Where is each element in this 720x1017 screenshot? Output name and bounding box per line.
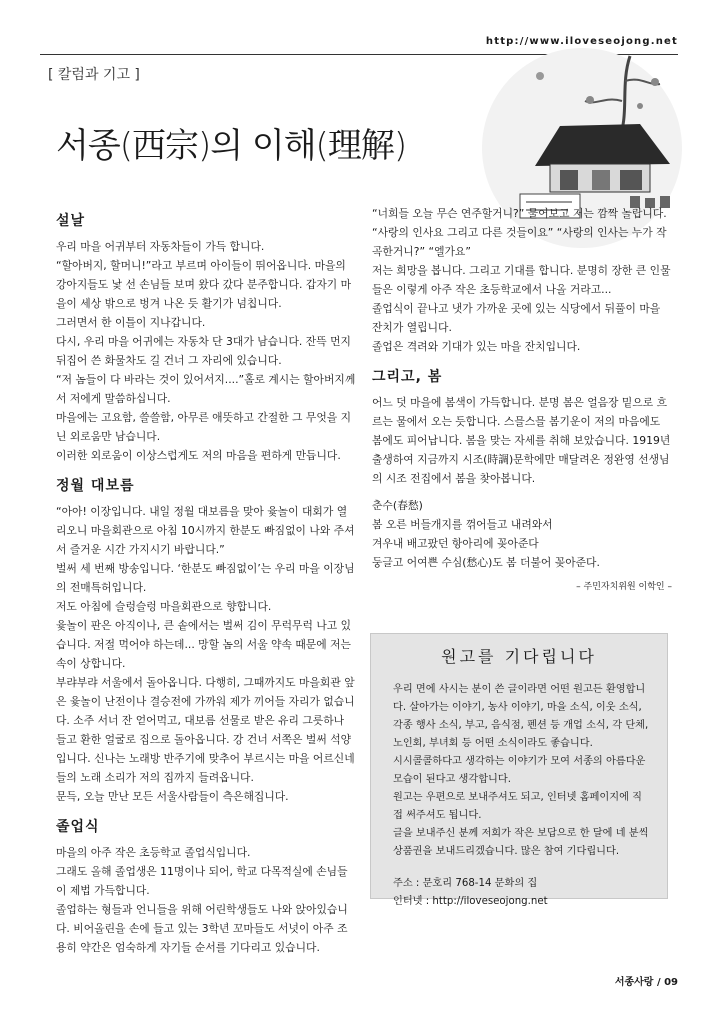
paragraph: “할아버지, 할머니!”라고 부르며 아이들이 뛰어옵니다. 마을의 강아지들도 낯 선 손님들 보며 왔다 갔다 분주합니다. 갑자기 마을이 세상 밖으로 벙겨 나온 듯 활기가 넘칩니다. <box>56 259 352 310</box>
right-column <box>372 204 672 609</box>
section-heading: 설날 <box>56 213 86 229</box>
section-graduation <box>56 818 356 957</box>
paragraph: 이러한 외로움이 이상스럽게도 저의 마음을 편하게 만듭니다. <box>56 449 341 462</box>
poem-line: 봄 오른 버들개지를 꺾어들고 내려와서 <box>372 518 553 531</box>
notice-paragraph: 글을 보내주신 분께 저희가 작은 보답으로 한 달에 네 분씩 상품권을 보내드리겠습니다. 많은 참여 기다립니다. <box>393 828 649 857</box>
paragraph: 어느 덧 마을에 봄색이 가득합니다. 분명 봄은 얼음장 밑으로 흐르는 물에서 오는 듯합니다. 스믈스믈 봄기운이 저의 마음에도 봄에도 피어납니다. 봄을 맞는 자세를 취해 보았습니다. 1919년 출생하여 지금까지 시조(時調)문학에만 매달려온 정완영 선생님의 시조 전집에서 봄을 찾아봅니다. <box>372 396 671 485</box>
page-footer: 서종사랑 / 09 <box>614 977 678 988</box>
paragraph: 졸업은 격려와 기대가 있는 마을 잔치입니다. <box>372 340 581 353</box>
section-spring <box>372 368 672 597</box>
paragraph: “저 놈들이 다 바라는 것이 있어서지....”홀로 계시는 할아버지께서 저에게 말씀하십니다. <box>56 373 356 405</box>
notice-body <box>371 667 667 911</box>
column-rubric: [ 칼럼과 기고 ] <box>48 67 140 83</box>
section-heading: 그리고, 봄 <box>372 369 443 385</box>
notice-paragraph: 시시콜콜하다고 생각하는 이야기가 모여 서종의 아름다운 모습이 된다고 생각합니다. <box>393 756 646 785</box>
poem-title: 춘수(春愁) <box>372 499 423 512</box>
paragraph: 마을의 아주 작은 초등학교 졸업식입니다. <box>56 846 251 859</box>
paragraph: 졸업하는 형들과 언니들을 위해 어린학생들도 나와 앉아있습니다. 비어올린을 손에 들고 있는 3학년 꼬마들도 서넛이 아주 조용히 약간은 엄숙하게 자기들 순서를 기다리고 있습니다. <box>56 903 348 954</box>
paragraph: 윷놀이 판은 아직이나, 큰 솥에서는 벌써 김이 무럭무럭 나고 있습니다. 저절 먹어야 하는데... 망할 놈의 서울 약속 때문에 저는 속이 상합니다. <box>56 619 352 670</box>
paragraph: “너희들 오늘 무슨 연주할거니?” 물어보고 저는 깜짝 놀랍니다. <box>372 207 667 220</box>
section-daeboreum <box>56 477 356 806</box>
header-url: http://www.iloveseojong.net <box>485 36 678 47</box>
section-seollal <box>56 212 356 465</box>
notice-website[interactable]: 인터넷 : http://iloveseojong.net <box>393 896 548 907</box>
article-title: 서종(西宗)의 이해(理解) <box>56 126 407 166</box>
paragraph: 그래도 올해 졸업생은 11명이나 되어, 학교 다목적실에 손님들이 제법 가득합니다. <box>56 865 348 897</box>
author-signature: – 주민자치위원 이학인 – <box>576 582 672 592</box>
paragraph: 마을에는 고요함, 쓸쓸함, 아무른 애뜻하고 간절한 그 무엇을 지닌 외로움만 남습니다. <box>56 411 352 443</box>
notice-paragraph: 우리 면에 사시는 분이 쓴 글이라면 어떤 원고든 환영합니다. 살아가는 이야기, 농사 이야기, 마을 소식, 이웃 소식, 각종 행사 소식, 부고, 음식점, 펜션 등 개업 소식, 각 단체, 노인회, 부녀회 등 어떤 소식이라도 좋습니다. <box>393 684 649 749</box>
poem-line: 겨우내 배고팠던 항아리에 꽂아준다 <box>372 537 539 550</box>
paragraph: 부랴부랴 서울에서 돌아옵니다. 다행히, 그때까지도 마을회관 앞은 윷놀이 난전이나 결승전에 가까워 제가 끼어들 자리가 없습니다. 소주 서너 잔 얻어먹고, 대보름 선물로 받은 유리 그릇하나 들고 환한 얼굴로 집으로 돌아옵니다. 강 건너 서쪽은 벌써 석양입니다. 신나는 노래방 반주기에 맞추어 부르시는 마을 어르신네들의 노래 소리가 저의 집까지 들려옵니다. <box>56 676 355 784</box>
paragraph: 저는 희망을 봅니다. 그리고 기대를 합니다. 분명히 장한 큰 인물들은 이렇게 아주 작은 초등학교에서 나올 거라고... <box>372 264 671 296</box>
paragraph: “아아! 이장입니다. 내일 정월 대보름을 맞아 윷놀이 대회가 열리오니 마을회관으로 아침 10시까지 한분도 빠짐없이 나와 주셔서 즐거운 시간 가지시기 바랍니다.” <box>56 505 355 556</box>
poem-line: 둥글고 어여쁜 수심(愁心)도 봄 더불어 꽂아준다. <box>372 556 600 569</box>
left-column <box>56 212 356 969</box>
paragraph: 우리 마을 어귀부터 자동차들이 가득 합니다. <box>56 240 265 253</box>
notice-address: 주소 : 문호리 768-14 문화의 집 <box>393 878 538 889</box>
paragraph: 저도 아침에 슬렁슬렁 마을회관으로 향합니다. <box>56 600 272 613</box>
section-graduation-continued <box>372 204 672 356</box>
paragraph: 그러면서 한 이틀이 지나갑니다. <box>56 316 206 329</box>
notice-paragraph: 원고는 우편으로 보내주셔도 되고, 인터넷 홈페이지에 직접 써주셔도 됩니다. <box>393 792 643 821</box>
paragraph: 졸업식이 끝나고 냇가 가까운 곳에 있는 식당에서 뒤풀이 마을 잔치가 열립니다. <box>372 302 661 334</box>
section-heading: 졸업식 <box>56 819 100 835</box>
paragraph: “사랑의 인사요 그리고 다른 것들이요” “사랑의 인사는 누가 작곡한거니?” “엘가요” <box>372 226 667 258</box>
paragraph: 문득, 오늘 만난 모든 서울사람들이 측은해집니다. <box>56 790 289 803</box>
section-heading: 정월 대보름 <box>56 478 135 494</box>
notice-contact <box>393 875 649 911</box>
paragraph: 다시, 우리 마을 어귀에는 자동차 단 3대가 남습니다. 잔뜩 먼지 뒤집어 쓴 화물차도 길 건너 그 자리에 있습니다. <box>56 335 351 367</box>
paragraph: 벌써 세 번째 방송입니다. ‘한분도 빠짐없이’는 우리 마을 이장님의 전매특허입니다. <box>56 562 355 594</box>
notice-title: 원고를 기다립니다 <box>441 647 597 666</box>
submission-notice-box <box>370 633 668 907</box>
